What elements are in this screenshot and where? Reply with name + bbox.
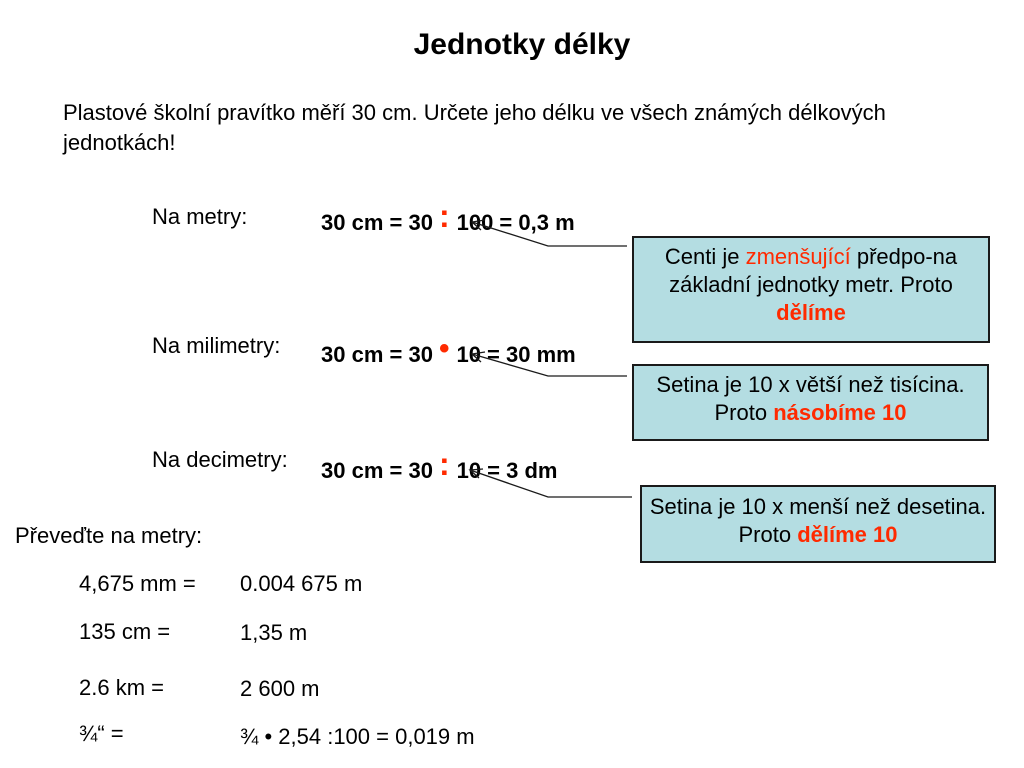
divide-operator: : [438,198,450,234]
task-description: Plastové školní pravítko měří 30 cm. Určete jeho délku ve všech známých délkových jednotkách! [63,100,886,155]
page-title: Jednotky délky [413,28,631,61]
note-box-decimeters [640,485,996,563]
exercise-answer: 0.004 675 m [240,571,363,596]
conversion-equation-millimeters [321,332,576,370]
exercise-question: 4,675 mm = [79,571,196,596]
note-box-meters [632,236,990,343]
note-emphasis: dělíme 10 [797,522,898,547]
note-text: Setina je 10 x menší než desetina. Proto [649,494,987,547]
equation-right: 10 = 30 mm [456,342,576,367]
conversion-label-millimeters: Na milimetry: [152,333,281,358]
note-text: Setina je 10 x větší než tisícina. Proto [656,372,965,425]
exercise-heading: Převeďte na metry: [15,523,203,548]
equation-right: 100 = 0,3 m [456,210,575,235]
exercise-question: 2.6 km = [79,675,164,700]
exercise-answer: ¾ • 2,54 :100 = 0,019 m [240,724,475,749]
conversion-equation-decimeters [321,446,558,486]
exercise-answer: 1,35 m [240,620,308,645]
divide-operator: : [438,446,450,482]
exercise-answer: 2 600 m [240,676,320,701]
note-emphasis: násobíme 10 [773,400,907,425]
conversion-label-meters: Na metry: [152,204,248,229]
equation-left: 30 cm = 30 [321,210,433,235]
note-emphasis: dělíme [776,300,846,325]
equation-left: 30 cm = 30 [321,458,433,483]
equation-right: 10 = 3 dm [456,458,558,483]
note-highlight: zmenšující [745,244,851,269]
exercise-question: ¾“ = [79,721,124,746]
conversion-equation-meters [321,198,575,238]
note-text: Centi je [664,244,746,269]
note-box-millimeters [632,364,989,441]
exercise-question: 135 cm = [79,619,171,644]
note-text: předpo-na základní jednotky metr. Proto [669,244,958,297]
multiply-operator: • [438,332,450,365]
conversion-label-decimeters: Na decimetry: [152,447,288,472]
equation-left: 30 cm = 30 [321,342,433,367]
